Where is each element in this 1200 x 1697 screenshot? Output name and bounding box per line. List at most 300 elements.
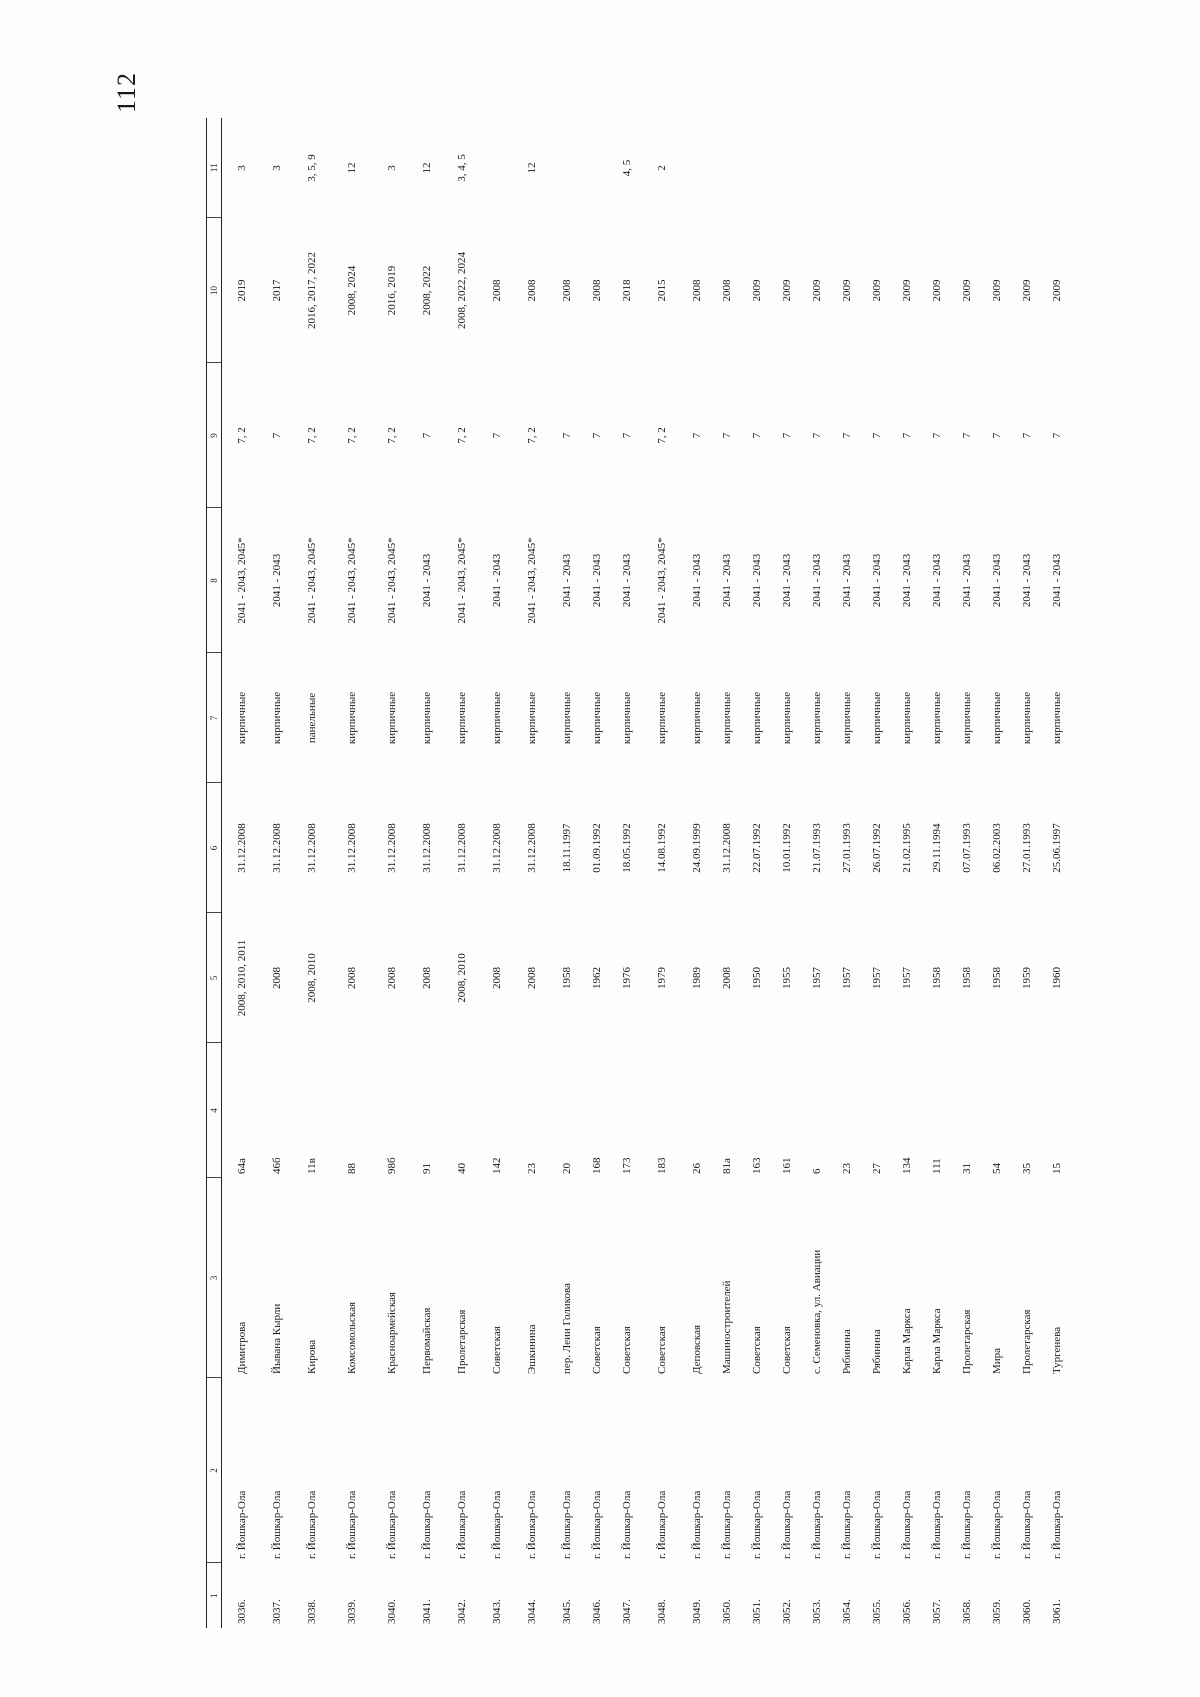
date-cell: 27.01.1993 (1021, 823, 1033, 873)
row-number-cell: 3058. (961, 1599, 973, 1624)
done-cell: 2008 (721, 279, 733, 302)
street-cell: Машиностроителей (721, 1280, 733, 1374)
code-cell: 7 (271, 432, 283, 439)
date-cell: 10.01.1992 (781, 823, 793, 873)
period-cell: 2041 - 2043 (720, 553, 733, 608)
house-cell: 23 (841, 1163, 853, 1174)
date-cell: 18.11.1997 (561, 823, 573, 873)
years-cell: 1989 (691, 967, 703, 989)
done-cell: 2009 (811, 279, 823, 302)
years-cell: 1957 (841, 967, 853, 989)
material-cell: кирпичные (811, 691, 823, 745)
row-number-cell: 3049. (691, 1599, 703, 1624)
city-cell: г. Йошкар-Ола (961, 1490, 973, 1559)
street-cell: Тургенева (1051, 1326, 1063, 1374)
material-cell: кирпичные (841, 691, 853, 745)
note-cell: 3, 5, 9 (306, 154, 318, 182)
city-cell: г. Йошкар-Ола (931, 1490, 943, 1559)
city-cell: г. Йошкар-Ола (656, 1490, 668, 1559)
material-cell: кирпичные (591, 691, 603, 745)
period-cell: 2041 - 2043 (930, 553, 943, 608)
years-cell: 1958 (991, 967, 1003, 989)
street-cell: Димитрова (236, 1321, 248, 1374)
code-cell: 7 (691, 432, 703, 439)
column-header: 10 (207, 218, 222, 363)
date-cell: 18.05.1992 (621, 823, 633, 873)
row-number-cell: 3047. (621, 1599, 633, 1624)
done-cell: 2016, 2019 (386, 265, 398, 316)
date-cell: 24.09.1999 (691, 823, 703, 873)
note-cell (742, 118, 772, 218)
house-cell: 111 (931, 1158, 943, 1174)
city-cell: г. Йошкар-Ола (621, 1490, 633, 1559)
table-row (262, 118, 292, 1628)
done-cell: 2008, 2022 (421, 265, 433, 316)
table-row (642, 118, 682, 1628)
date-cell: 31.12.2008 (236, 823, 248, 873)
row-number-cell: 3040. (386, 1599, 398, 1624)
code-cell: 7, 2 (526, 427, 538, 444)
note-cell (712, 118, 742, 218)
material-cell: кирпичные (691, 691, 703, 745)
row-number-cell: 3061. (1051, 1599, 1063, 1624)
city-cell: г. Йошкар-Ола (841, 1490, 853, 1559)
code-cell: 7, 2 (656, 427, 668, 444)
table-row (412, 118, 442, 1628)
done-cell: 2008 (491, 279, 503, 302)
period-cell: 2041 - 2043 (490, 553, 503, 608)
period-cell: 2041 - 2043 (780, 553, 793, 608)
years-cell: 2008 (271, 967, 283, 989)
table-row (482, 118, 512, 1628)
date-cell: 21.02.1995 (901, 823, 913, 873)
column-header: 8 (207, 508, 222, 653)
date-cell: 31.12.2008 (456, 823, 468, 873)
code-cell: 7, 2 (456, 427, 468, 444)
note-cell: 3, 4, 5 (456, 154, 468, 182)
row-number-cell: 3041. (421, 1599, 433, 1624)
street-cell: Рябинина (871, 1329, 883, 1374)
street-cell: Советская (621, 1326, 633, 1374)
material-cell: кирпичные (386, 691, 398, 745)
period-cell: 2041 - 2043 (620, 553, 633, 608)
period-cell: 2041 - 2043 (690, 553, 703, 608)
table-row (612, 118, 642, 1628)
date-cell: 25.06.1997 (1051, 823, 1063, 873)
years-cell: 1958 (931, 967, 943, 989)
material-cell: кирпичные (526, 691, 538, 745)
years-cell: 1957 (901, 967, 913, 989)
table-row (982, 118, 1012, 1628)
done-cell: 2008 (526, 279, 538, 302)
city-cell: г. Йошкар-Ола (271, 1490, 283, 1559)
period-cell: 2041 - 2043 (750, 553, 763, 608)
years-cell: 1957 (871, 967, 883, 989)
done-cell: 2009 (871, 279, 883, 302)
house-cell: 26 (691, 1163, 703, 1174)
row-number-cell: 3044. (526, 1599, 538, 1624)
row-number-cell: 3054. (841, 1599, 853, 1624)
date-cell: 29.11.1994 (931, 823, 943, 873)
row-number-cell: 3048. (656, 1599, 668, 1624)
code-cell: 7 (621, 432, 633, 439)
done-cell: 2017 (271, 279, 283, 302)
date-cell: 27.01.1993 (841, 823, 853, 873)
code-cell: 7 (591, 432, 603, 439)
date-cell: 21.07.1993 (811, 823, 823, 873)
done-cell: 2009 (841, 279, 853, 302)
city-cell: г. Йошкар-Ола (691, 1490, 703, 1559)
period-cell: 2041 - 2043, 2045* (655, 537, 668, 624)
note-cell: 12 (421, 162, 433, 174)
years-cell: 1979 (656, 967, 668, 989)
material-cell: кирпичные (236, 691, 248, 745)
done-cell: 2008, 2022, 2024 (456, 252, 468, 329)
column-header: 1 (207, 1563, 222, 1628)
note-cell: 4, 5 (621, 159, 633, 177)
street-cell: Советская (656, 1326, 668, 1374)
note-cell (922, 118, 952, 218)
date-cell: 01.09.1992 (591, 823, 603, 873)
done-cell: 2008 (691, 279, 703, 302)
house-cell: 46б (271, 1157, 283, 1174)
city-cell: г. Йошкар-Ола (901, 1490, 913, 1559)
years-cell: 2008, 2010 (456, 953, 468, 1003)
street-cell: Йывана Кырли (271, 1303, 283, 1374)
rotated-table-container (206, 118, 1063, 1628)
city-cell: г. Йошкар-Ола (386, 1490, 398, 1559)
done-cell: 2009 (961, 279, 973, 302)
city-cell: г. Йошкар-Ола (526, 1490, 538, 1559)
table-row (712, 118, 742, 1628)
house-cell: 161 (781, 1157, 793, 1174)
city-cell: г. Йошкар-Ола (781, 1490, 793, 1559)
period-cell: 2041 - 2043 (1020, 553, 1033, 608)
table-row (772, 118, 802, 1628)
note-cell (862, 118, 892, 218)
table-row (332, 118, 372, 1628)
table-row (222, 118, 263, 1628)
street-cell: Эшкинина (526, 1324, 538, 1374)
done-cell: 2009 (1021, 279, 1033, 302)
row-number-cell: 3045. (561, 1599, 573, 1624)
period-cell: 2041 - 2043, 2045* (385, 537, 398, 624)
table-row (512, 118, 552, 1628)
row-number-cell: 3051. (751, 1599, 763, 1624)
code-cell: 7 (421, 432, 433, 439)
table-row (552, 118, 582, 1628)
column-header: 2 (207, 1378, 222, 1563)
note-cell (952, 118, 982, 218)
note-cell (1042, 118, 1072, 218)
column-header: 5 (207, 913, 222, 1043)
street-cell: Красноармейская (386, 1292, 398, 1374)
table-row (1042, 118, 1072, 1628)
material-cell: кирпичные (1051, 691, 1063, 745)
note-cell: 12 (346, 162, 358, 174)
note-cell (892, 118, 922, 218)
note-cell (802, 118, 832, 218)
table-row (832, 118, 862, 1628)
years-cell: 2008 (526, 967, 538, 989)
date-cell: 31.12.2008 (491, 823, 503, 873)
code-cell: 7 (781, 432, 793, 439)
years-cell: 1957 (811, 967, 823, 989)
material-cell: кирпичные (346, 691, 358, 745)
row-number-cell: 3060. (1021, 1599, 1033, 1624)
house-cell: 20 (561, 1163, 573, 1174)
material-cell: кирпичные (1021, 691, 1033, 745)
code-cell: 7 (961, 432, 973, 439)
city-cell: г. Йошкар-Ола (1051, 1490, 1063, 1559)
material-cell: панельные (306, 692, 318, 744)
done-cell: 2018 (621, 279, 633, 302)
city-cell: г. Йошкар-Ола (871, 1490, 883, 1559)
column-header: 4 (207, 1043, 222, 1178)
done-cell: 2008 (561, 279, 573, 302)
house-cell: 88 (346, 1163, 358, 1174)
years-cell: 2008, 2010 (306, 953, 318, 1003)
table-row (952, 118, 982, 1628)
house-cell: 6 (811, 1168, 823, 1174)
table-row (442, 118, 482, 1628)
row-number-cell: 3046. (591, 1599, 603, 1624)
date-cell: 07.07.1993 (961, 823, 973, 873)
period-cell: 2041 - 2043 (900, 553, 913, 608)
note-cell (482, 118, 512, 218)
city-cell: г. Йошкар-Ола (721, 1490, 733, 1559)
done-cell: 2015 (656, 279, 668, 302)
years-cell: 1962 (591, 967, 603, 989)
table-row (802, 118, 832, 1628)
row-number-cell: 3057. (931, 1599, 943, 1624)
code-cell: 7 (561, 432, 573, 439)
street-cell: Советская (491, 1326, 503, 1374)
material-cell: кирпичные (871, 691, 883, 745)
city-cell: г. Йошкар-Ола (306, 1490, 318, 1559)
code-cell: 7 (991, 432, 1003, 439)
code-cell: 7 (491, 432, 503, 439)
city-cell: г. Йошкар-Ола (236, 1490, 248, 1559)
note-cell (582, 118, 612, 218)
street-cell: пер. Леии Голикова (561, 1283, 573, 1374)
table-row (682, 118, 712, 1628)
column-header: 7 (207, 653, 222, 783)
table-row (372, 118, 412, 1628)
note-cell: 3 (271, 165, 283, 171)
done-cell: 2009 (781, 279, 793, 302)
city-cell: г. Йошкар-Ола (491, 1490, 503, 1559)
material-cell: кирпичные (931, 691, 943, 745)
street-cell: Карла Маркса (901, 1308, 913, 1374)
note-cell (772, 118, 802, 218)
code-cell: 7 (841, 432, 853, 439)
row-number-cell: 3050. (721, 1599, 733, 1624)
date-cell: 22.07.1992 (751, 823, 763, 873)
city-cell: г. Йошкар-Ола (346, 1490, 358, 1559)
city-cell: г. Йошкар-Ола (751, 1490, 763, 1559)
years-cell: 2008 (421, 967, 433, 989)
material-cell: кирпичные (621, 691, 633, 745)
note-cell: 12 (526, 162, 538, 174)
code-cell: 7, 2 (346, 427, 358, 444)
period-cell: 2041 - 2043 (840, 553, 853, 608)
code-cell: 7 (931, 432, 943, 439)
city-cell: г. Йошкар-Ола (561, 1490, 573, 1559)
done-cell: 2009 (991, 279, 1003, 302)
period-cell: 2041 - 2043 (270, 553, 283, 608)
row-number-cell: 3039. (346, 1599, 358, 1624)
date-cell: 31.12.2008 (526, 823, 538, 873)
code-cell: 7 (871, 432, 883, 439)
note-cell: 3 (236, 165, 248, 171)
years-cell: 1950 (751, 967, 763, 989)
table-row (892, 118, 922, 1628)
material-cell: кирпичные (901, 691, 913, 745)
period-cell: 2041 - 2043 (560, 553, 573, 608)
row-number-cell: 3036. (236, 1599, 248, 1624)
material-cell: кирпичные (491, 691, 503, 745)
house-cell: 27 (871, 1163, 883, 1174)
code-cell: 7 (811, 432, 823, 439)
house-cell: 40 (456, 1163, 468, 1174)
house-cell: 64а (236, 1158, 248, 1174)
material-cell: кирпичные (656, 691, 668, 745)
material-cell: кирпичные (271, 691, 283, 745)
city-cell: г. Йошкар-Ола (591, 1490, 603, 1559)
column-header: 9 (207, 363, 222, 508)
house-cell: 163 (751, 1157, 763, 1174)
street-cell: Советская (751, 1326, 763, 1374)
code-cell: 7 (721, 432, 733, 439)
column-header: 3 (207, 1178, 222, 1378)
period-cell: 2041 - 2043, 2045* (305, 537, 318, 624)
period-cell: 2041 - 2043 (960, 553, 973, 608)
years-cell: 1976 (621, 967, 633, 989)
street-cell: Пролетарская (1021, 1309, 1033, 1374)
years-cell: 1958 (961, 967, 973, 989)
note-cell (682, 118, 712, 218)
done-cell: 2009 (751, 279, 763, 302)
row-number-cell: 3056. (901, 1599, 913, 1624)
material-cell: кирпичные (991, 691, 1003, 745)
note-cell (1012, 118, 1042, 218)
street-cell: Кирова (306, 1339, 318, 1374)
code-cell: 7, 2 (236, 427, 248, 444)
material-cell: кирпичные (781, 691, 793, 745)
date-cell: 14.08.1992 (656, 823, 668, 873)
years-cell: 2008 (346, 967, 358, 989)
date-cell: 31.12.2008 (271, 823, 283, 873)
row-number-cell: 3055. (871, 1599, 883, 1624)
street-cell: с. Семеновка, ул. Авиации (811, 1249, 823, 1374)
row-number-cell: 3042. (456, 1599, 468, 1624)
city-cell: г. Йошкар-Ола (1021, 1490, 1033, 1559)
code-cell: 7 (1051, 432, 1063, 439)
years-cell: 2008 (386, 967, 398, 989)
period-cell: 2041 - 2043, 2045* (455, 537, 468, 624)
done-cell: 2009 (931, 279, 943, 302)
row-number-cell: 3059. (991, 1599, 1003, 1624)
years-cell: 1958 (561, 967, 573, 989)
material-cell: кирпичные (961, 691, 973, 745)
period-cell: 2041 - 2043 (590, 553, 603, 608)
period-cell: 2041 - 2043 (990, 553, 1003, 608)
note-cell (552, 118, 582, 218)
street-cell: Карла Маркса (931, 1308, 943, 1374)
done-cell: 2008, 2024 (346, 265, 358, 316)
material-cell: кирпичные (421, 691, 433, 745)
street-cell: Первомайская (421, 1307, 433, 1374)
date-cell: 31.12.2008 (386, 823, 398, 873)
years-cell: 2008, 2010, 2011 (236, 939, 248, 1017)
header-row (207, 118, 222, 1628)
house-cell: 142 (491, 1157, 503, 1174)
code-cell: 7 (901, 432, 913, 439)
street-cell: Мира (991, 1347, 1003, 1374)
note-cell: 2 (656, 165, 668, 171)
row-number-cell: 3038. (306, 1599, 318, 1624)
column-header: 6 (207, 783, 222, 913)
house-cell: 11в (306, 1158, 318, 1174)
material-cell: кирпичные (721, 691, 733, 745)
years-cell: 1955 (781, 967, 793, 989)
house-cell: 173 (621, 1157, 633, 1174)
material-cell: кирпичные (456, 691, 468, 745)
date-cell: 31.12.2008 (421, 823, 433, 873)
table-row (1012, 118, 1042, 1628)
house-cell: 98б (386, 1157, 398, 1174)
city-cell: г. Йошкар-Ола (456, 1490, 468, 1559)
date-cell: 31.12.2008 (346, 823, 358, 873)
house-cell: 168 (591, 1157, 603, 1174)
code-cell: 7 (1021, 432, 1033, 439)
period-cell: 2041 - 2043 (420, 553, 433, 608)
house-cell: 31 (961, 1163, 973, 1174)
done-cell: 2009 (1051, 279, 1063, 302)
years-cell: 2008 (491, 967, 503, 989)
street-cell: Пролетарская (961, 1309, 973, 1374)
date-cell: 26.07.1992 (871, 823, 883, 873)
period-cell: 2041 - 2043, 2045* (525, 537, 538, 624)
note-cell (982, 118, 1012, 218)
street-cell: Советская (591, 1326, 603, 1374)
city-cell: г. Йошкар-Ола (811, 1490, 823, 1559)
material-cell: кирпичные (751, 691, 763, 745)
code-cell: 7, 2 (386, 427, 398, 444)
table-body (222, 118, 1073, 1628)
done-cell: 2009 (901, 279, 913, 302)
table-row (582, 118, 612, 1628)
row-number-cell: 3037. (271, 1599, 283, 1624)
table-row (862, 118, 892, 1628)
house-cell: 35 (1021, 1163, 1033, 1174)
table-row (742, 118, 772, 1628)
period-cell: 2041 - 2043 (870, 553, 883, 608)
street-cell: Комсомольская (346, 1301, 358, 1374)
table-row (292, 118, 332, 1628)
period-cell: 2041 - 2043, 2045* (235, 537, 248, 624)
city-cell: г. Йошкар-Ола (991, 1490, 1003, 1559)
date-cell: 06.02.2003 (991, 823, 1003, 873)
row-number-cell: 3043. (491, 1599, 503, 1624)
note-cell (832, 118, 862, 218)
house-cell: 23 (526, 1163, 538, 1174)
row-number-cell: 3053. (811, 1599, 823, 1624)
house-cell: 91 (421, 1163, 433, 1174)
years-cell: 1959 (1021, 967, 1033, 989)
material-cell: кирпичные (561, 691, 573, 745)
